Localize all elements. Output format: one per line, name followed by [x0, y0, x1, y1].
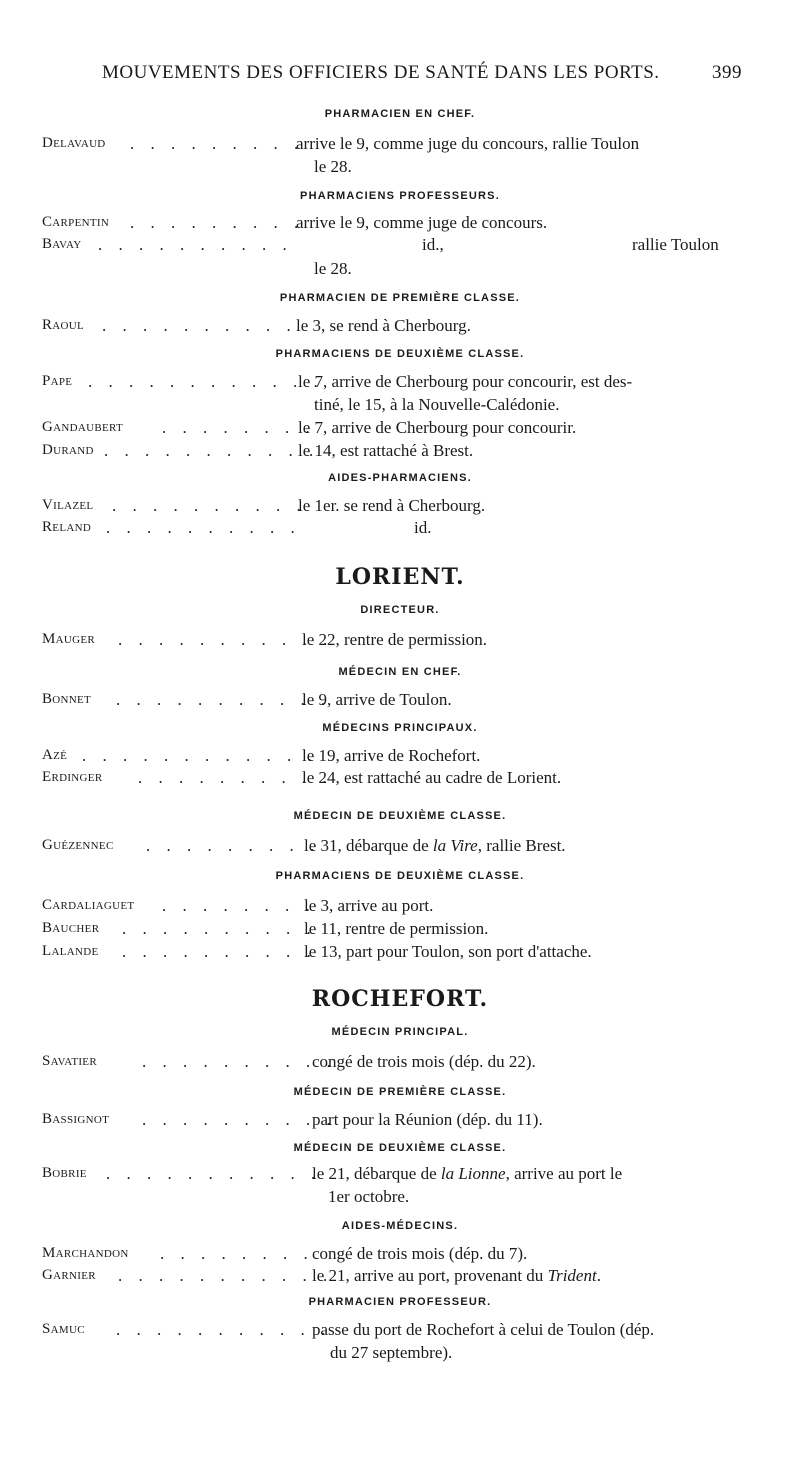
leader-dots: . . . . . . . . . .	[138, 768, 333, 787]
entry-text: le 3, se rend à Cherbourg.	[296, 316, 471, 335]
entry-text: le 22, rentre de permission.	[302, 630, 488, 649]
section-heading: MÉDECIN DE PREMIÈRE CLASSE.	[293, 1086, 507, 1098]
section-heading: MÉDECIN DE DEUXIÈME CLASSE.	[293, 810, 507, 822]
officer-name: Cardaliaguet	[42, 897, 135, 913]
entry-text: rallie Toulon	[632, 235, 719, 254]
section-heading: AIDES-MÉDECINS.	[341, 1220, 459, 1232]
officer-name: Samuc	[42, 1321, 85, 1337]
officer-name: Bonnet	[42, 691, 92, 707]
leader-dots: . . . . . . . . . . .	[104, 441, 320, 460]
entry-text: le 11, rentre de permission.	[304, 919, 489, 938]
section-heading: MÉDECIN PRINCIPAL.	[331, 1026, 469, 1038]
entry-text: congé de trois mois (dép. du 22).	[312, 1052, 536, 1071]
officer-name: Pape	[42, 373, 73, 389]
section-heading: MÉDECINS PRINCIPAUX.	[322, 722, 478, 734]
section-heading: PHARMACIEN EN CHEF.	[324, 108, 476, 120]
entry-text: arrive le 9, comme juge du concours, rallie Toulon le 28.	[296, 134, 640, 176]
entry-text: passe du port de Rochefort à celui de Toulon (dép. du 27 septembre).	[312, 1320, 655, 1362]
officer-name: Reland	[42, 519, 92, 535]
entry-text: le 7, arrive de Cherbourg pour concourir.	[298, 418, 577, 437]
entry-text: le 1er. se rend à Cherbourg.	[298, 496, 486, 515]
section-heading: PHARMACIENS DE DEUXIÈME CLASSE.	[275, 348, 525, 360]
officer-name: Durand	[42, 442, 94, 458]
entry-text: le 3, arrive au port.	[304, 896, 434, 915]
officer-name: Marchandon	[42, 1245, 129, 1261]
section-heading: PHARMACIENS PROFESSEURS.	[300, 190, 500, 202]
page-number: 399	[712, 62, 742, 83]
leader-dots: . . . . . . . . . .	[122, 919, 317, 938]
officer-name: Baucher	[42, 920, 100, 936]
officer-name: Delavaud	[42, 135, 106, 151]
section-heading: PHARMACIEN PROFESSEUR.	[308, 1296, 492, 1308]
entry-text: id.	[414, 518, 432, 537]
entry-text: le 31, débarque de la Vire, rallie Brest.	[304, 836, 566, 855]
officer-name: Gandaubert	[42, 419, 124, 435]
leader-dots: . . . . . . . .	[162, 418, 316, 437]
section-heading: PHARMACIENS DE DEUXIÈME CLASSE.	[275, 870, 525, 882]
entry-text: le 21, débarque de la Lionne, arrive au port le 1er octobre.	[312, 1164, 623, 1206]
entry-text: id.,	[422, 235, 444, 254]
officer-name: Carpentin	[42, 214, 110, 230]
leader-dots: . . . . . . . . . .	[102, 316, 297, 335]
leader-dots: . . . . . . . . . .	[98, 235, 293, 254]
section-heading: MÉDECIN EN CHEF.	[338, 666, 462, 678]
officer-name: Erdinger	[42, 769, 103, 785]
leader-dots: . . . . . . . . . .	[106, 518, 301, 537]
section-heading: AIDES-PHARMACIENS.	[328, 472, 472, 484]
leader-dots: . . . . . . . . . . .	[118, 630, 334, 649]
officer-name: Raoul	[42, 317, 85, 333]
leader-dots: . . . . . . . . . . .	[106, 1164, 322, 1183]
officer-name: Garnier	[42, 1267, 96, 1283]
leader-dots: . . . . . . . .	[160, 1244, 314, 1263]
section-heading: DIRECTEUR.	[360, 604, 440, 616]
section-heading: PHARMACIEN DE PREMIÈRE CLASSE.	[279, 292, 521, 304]
leader-dots: . . . . . . . . . .	[142, 1110, 337, 1129]
port-title-rochefort: ROCHEFORT.	[311, 986, 489, 1012]
leader-dots: . . . . . . . . . . .	[116, 1320, 332, 1339]
leader-dots: . . . . . . . . . . . .	[88, 372, 324, 391]
entry-text: le 28.	[314, 259, 352, 278]
entry-text: congé de trois mois (dép. du 7).	[312, 1244, 528, 1263]
entry-text: arrive le 9, comme juge de concours.	[296, 213, 548, 232]
entry-text: part pour la Réunion (dép. du 11).	[312, 1110, 543, 1129]
leader-dots: . . . . . . . .	[162, 896, 316, 915]
officer-name: Savatier	[42, 1053, 97, 1069]
officer-name: Vilazel	[42, 497, 94, 513]
entry-text: le 7, arrive de Cherbourg pour concourir, est des- tiné, le 15, à la Nouvelle-Calédonie.	[298, 372, 633, 414]
officer-name: Lalande	[42, 943, 99, 959]
port-title-lorient: LORIENT.	[335, 564, 465, 590]
entry-text: le 21, arrive au port, provenant du Trident.	[312, 1266, 601, 1285]
officer-name: Azé	[42, 747, 68, 763]
leader-dots: . . . . . . . . . .	[142, 1052, 337, 1071]
officer-name: Guézennec	[42, 837, 114, 853]
entry-text: le 19, arrive de Rochefort.	[302, 746, 481, 765]
leader-dots: . . . . . . . . .	[130, 134, 305, 153]
running-title: MOUVEMENTS DES OFFICIERS DE SANTÉ DANS LES PORTS.	[102, 62, 660, 83]
section-heading: MÉDECIN DE DEUXIÈME CLASSE.	[293, 1142, 507, 1154]
entry-text: le 13, part pour Toulon, son port d'attache.	[304, 942, 592, 961]
officer-name: Bassignot	[42, 1111, 110, 1127]
leader-dots: . . . . . . . . . . .	[118, 1266, 334, 1285]
entry-text: le 24, est rattaché au cadre de Lorient.	[302, 768, 562, 787]
leader-dots: . . . . . . . . .	[146, 836, 321, 855]
leader-dots: . . . . . . . . . . .	[116, 690, 332, 709]
leader-dots: . . . . . . . . . .	[112, 496, 307, 515]
officer-name: Bavay	[42, 236, 82, 252]
entry-text: le 9, arrive de Toulon.	[302, 690, 452, 709]
officer-name: Bobrie	[42, 1165, 87, 1181]
leader-dots: . . . . . . . . . .	[122, 942, 317, 961]
leader-dots: . . . . . . . . . . . .	[82, 746, 318, 765]
officer-name: Mauger	[42, 631, 96, 647]
leader-dots: . . . . . . . . .	[130, 213, 305, 232]
entry-text: le 14, est rattaché à Brest.	[298, 441, 474, 460]
